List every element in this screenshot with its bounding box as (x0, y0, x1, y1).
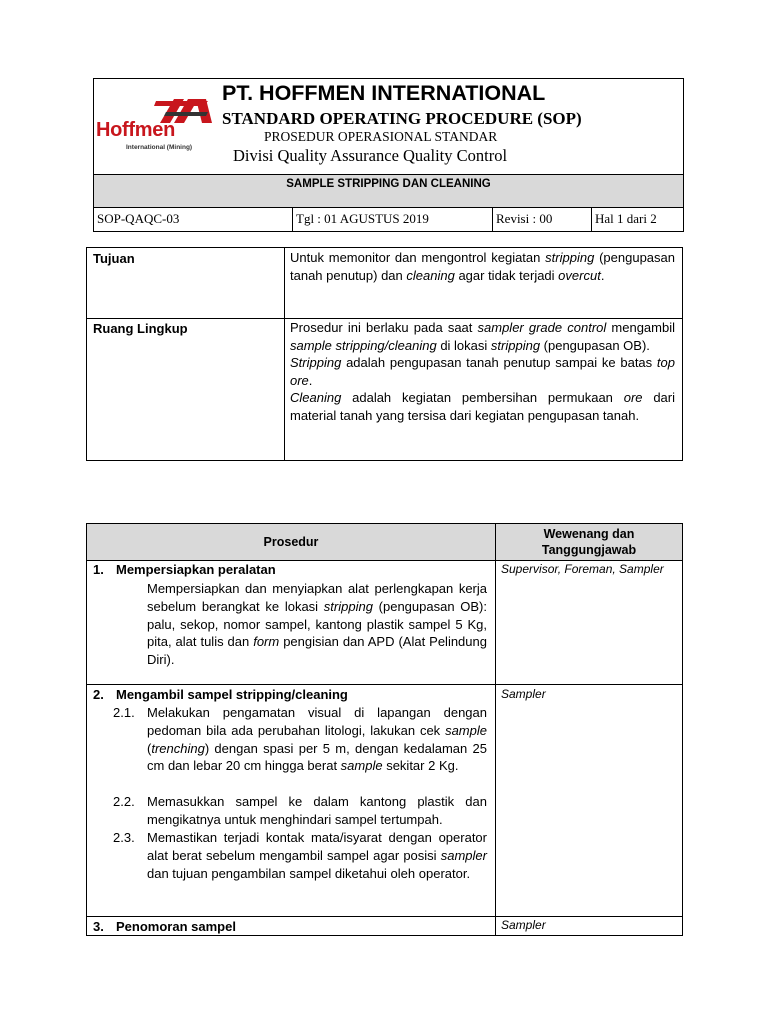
scope-text (290, 319, 675, 425)
column-header-authority: Wewenang dan Tanggungjawab (541, 527, 637, 557)
company-name: PT. HOFFMEN INTERNATIONAL (222, 81, 546, 105)
procedure-table-header (87, 524, 682, 561)
section-1-title: 1. Mempersiapkan peralatan (93, 562, 276, 577)
sop-title: STANDARD OPERATING PROCEDURE (SOP) (222, 109, 582, 128)
column-header-procedure: Prosedur (263, 535, 319, 549)
doc-revision: Revisi : 00 (492, 208, 591, 232)
division-name: Divisi Quality Assurance Quality Control (233, 146, 508, 165)
section-1-responsible: Supervisor, Foreman, Sampler (501, 562, 664, 576)
scope-label: Ruang Lingkup (93, 321, 188, 336)
purpose-scope-table (86, 247, 683, 461)
company-logo (96, 97, 214, 152)
item-2-2-text: Memasukkan sampel ke dalam kantong plastik dan mengikatnya untuk menghindari sampel tertumpah. (147, 794, 487, 827)
section-2-responsible: Sampler (501, 687, 546, 701)
document-title: SAMPLE STRIPPING DAN CLEANING (94, 174, 683, 207)
column-divider (495, 524, 496, 935)
section-2-title: 2. Mengambil sampel stripping/cleaning (93, 687, 348, 702)
doc-number: SOP-QAQC-03 (97, 211, 180, 226)
document-header (93, 78, 684, 232)
logo-subtext: International (Mining) (126, 144, 193, 151)
document-meta-row (94, 207, 683, 232)
item-2-2-number: 2.2. (113, 794, 135, 809)
header-title-area (94, 79, 683, 174)
stripping-definition: Stripping adalah pengupasan tanah penutup sampai ke batas top ore. (290, 355, 675, 388)
item-2-1-number: 2.1. (113, 705, 135, 720)
column-divider (284, 248, 285, 460)
item-2-3-number: 2.3. (113, 830, 135, 845)
item-2-1-text: Melakukan pengamatan visual di lapangan dengan pedoman bila ada perubahan litologi, lakukan cek sample (trenching) dengan spasi per 5 m, dengan kedalaman 25 cm dan lebar 20 cm hingga berat sample sekitar 2 Kg. (147, 705, 487, 774)
scope-paragraph: Prosedur ini berlaku pada saat sampler grade control mengambil sample stripping/cleaning di lokasi stripping (pengupasan OB). (290, 320, 675, 353)
row-divider (87, 684, 682, 685)
section-3-title: 3. Penomoran sampel (93, 919, 236, 934)
doc-date: Tgl : 01 AGUSTUS 2019 (292, 208, 492, 232)
section-3-responsible: Sampler (501, 918, 546, 932)
section-1-body: Mempersiapkan dan menyiapkan alat perlengkapan kerja sebelum berangkat ke lokasi stripping (pengupasan OB): palu, sekop, nomor sampel, kantong plastik sampel 5 Kg, pita, alat tulis dan form pengisian dan APD (Alat Pelindung Diri). (147, 581, 487, 668)
sop-subtitle: PROSEDUR OPERASIONAL STANDAR (264, 129, 498, 144)
purpose-label: Tujuan (93, 251, 135, 266)
row-divider (87, 916, 682, 917)
procedure-table (86, 523, 683, 936)
doc-page: Hal 1 dari 2 (591, 208, 684, 232)
logo-wordmark: Hoffmen (96, 119, 176, 141)
purpose-text: Untuk memonitor dan mengontrol kegiatan stripping (pengupasan tanah penutup) dan cleaning agar tidak terjadi overcut. (290, 250, 675, 283)
cleaning-definition: Cleaning adalah kegiatan pembersihan permukaan ore dari material tanah yang tersisa dari kegiatan pengupasan tanah. (290, 390, 675, 423)
item-2-3-text: Memastikan terjadi kontak mata/isyarat dengan operator alat berat sebelum mengambil sampel agar posisi sampler dan tujuan pengambilan sampel diketahui oleh operator. (147, 830, 487, 881)
